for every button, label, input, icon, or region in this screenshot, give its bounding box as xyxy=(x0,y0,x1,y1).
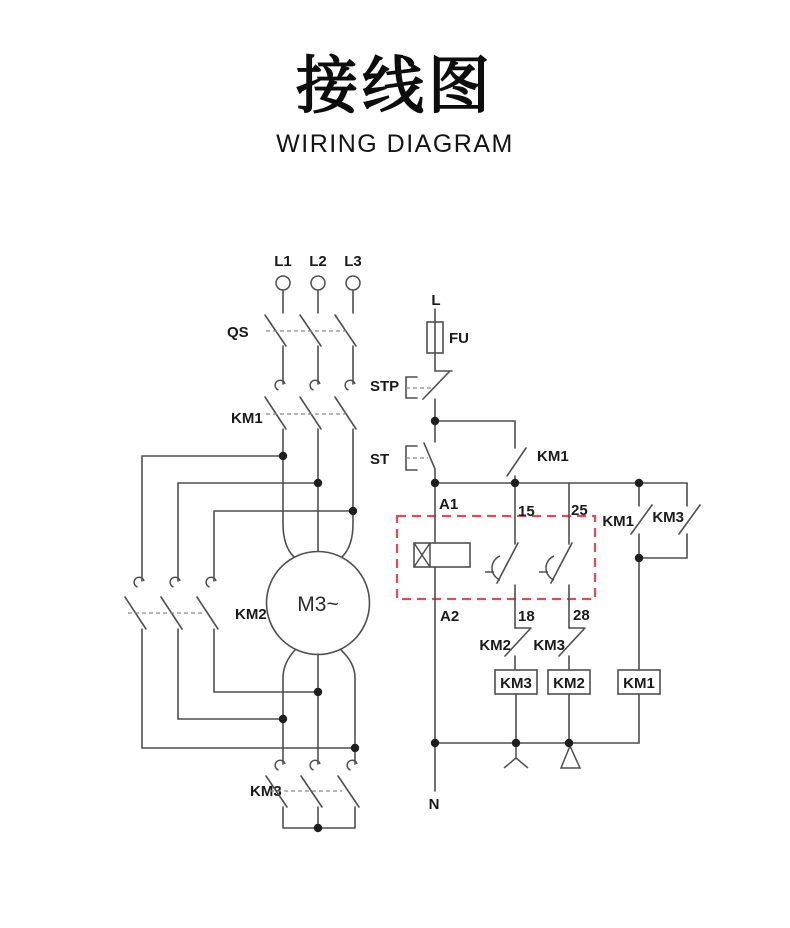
terminal-15-label: 15 xyxy=(518,503,535,520)
bottom-rail xyxy=(429,743,639,813)
terminal-circle-l2 xyxy=(311,276,325,290)
delta-symbol xyxy=(561,746,580,768)
start-button-st xyxy=(370,421,435,483)
terminal-28-label: 28 xyxy=(573,607,590,624)
km3-parallel-label: KM3 xyxy=(652,509,684,526)
phase-l2-label: L2 xyxy=(309,253,327,270)
delay-arc xyxy=(485,556,500,580)
km2-label: KM2 xyxy=(235,606,267,623)
page-title-zh: 接线图 xyxy=(295,49,494,122)
terminal-circle-l1 xyxy=(276,276,290,290)
power-circuit xyxy=(125,253,370,832)
terminal-25-label: 25 xyxy=(571,502,588,519)
contact-hooks xyxy=(275,760,357,770)
timed-contact-25-28 xyxy=(539,483,572,628)
control-junction-dots xyxy=(431,417,643,747)
contact-hooks xyxy=(275,380,355,390)
time-relay-block xyxy=(397,483,595,743)
motor-bottom-wires xyxy=(283,650,355,764)
motor xyxy=(267,552,370,765)
km3-star-contacts xyxy=(250,760,359,828)
page-title-en: WIRING DIAGRAM xyxy=(276,130,514,158)
phase-l3-label: L3 xyxy=(344,253,362,270)
km1-holding-contact xyxy=(435,421,569,483)
km2-interlock-label: KM2 xyxy=(479,637,511,654)
st-label: ST xyxy=(370,451,390,468)
phase-l1-label: L1 xyxy=(274,253,292,270)
km1-main-contacts xyxy=(231,380,356,429)
control-circuit xyxy=(370,292,700,813)
contact-hooks xyxy=(134,577,216,587)
km1-main-label: KM1 xyxy=(231,410,263,427)
stop-button-stp xyxy=(370,371,452,421)
qs-label: QS xyxy=(227,324,249,341)
neutral-label: N xyxy=(428,796,440,813)
timed-contact-15-18 xyxy=(485,483,518,628)
delta-coil-branch xyxy=(533,628,590,743)
motor-feed-wires xyxy=(283,429,353,557)
qs-isolator-switch xyxy=(227,315,356,384)
km1-parallel-label: KM1 xyxy=(602,513,634,530)
km1-coil-label: KM1 xyxy=(623,675,655,692)
km3-coil-label: KM3 xyxy=(500,675,532,692)
phase-terminals xyxy=(274,253,362,313)
fuse xyxy=(427,322,469,353)
terminal-a1-label: A1 xyxy=(439,496,459,513)
km3-label: KM3 xyxy=(250,783,282,800)
stp-label: STP xyxy=(370,378,400,395)
terminal-18-label: 18 xyxy=(518,608,535,625)
km3-interlock-label: KM3 xyxy=(533,637,565,654)
terminal-a2-label: A2 xyxy=(440,608,460,625)
delay-arc xyxy=(539,556,554,580)
main-coil-branch xyxy=(602,483,700,743)
line-label: L xyxy=(431,292,441,309)
km2-coil-label: KM2 xyxy=(553,675,585,692)
terminal-circle-l3 xyxy=(346,276,360,290)
km1-holding-label: KM1 xyxy=(537,448,569,465)
fuse-label: FU xyxy=(449,330,469,347)
motor-label: M3~ xyxy=(297,593,339,616)
star-coil-branch xyxy=(479,628,537,743)
